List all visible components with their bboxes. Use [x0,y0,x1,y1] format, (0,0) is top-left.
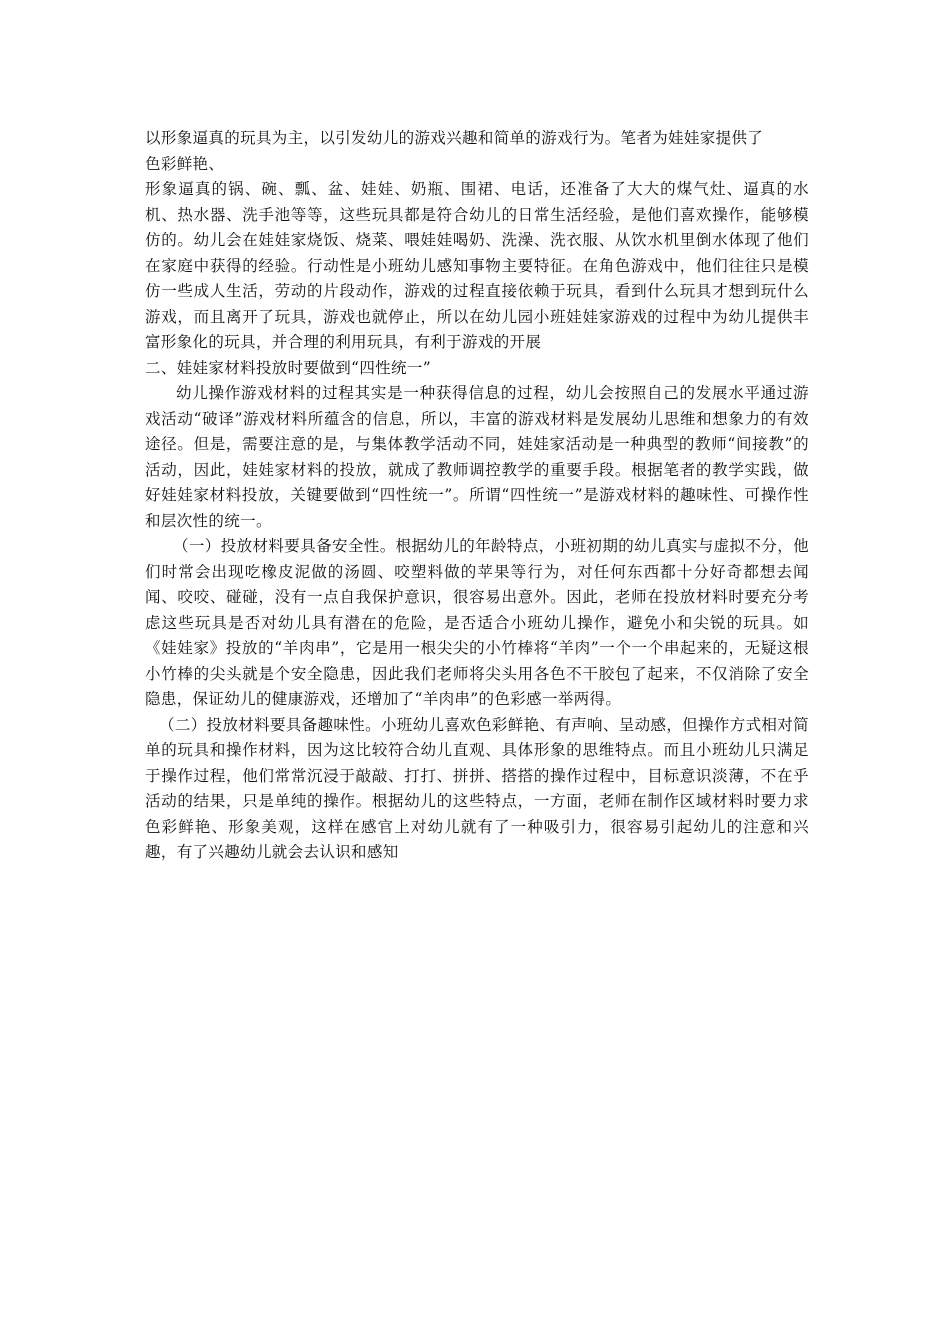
intro-line-1: 以形象逼真的玩具为主，以引发幼儿的游戏兴趣和简单的游戏行为。笔者为娃娃家提供了 [145,129,764,147]
paragraph-safety: （一）投放材料要具备安全性。根据幼儿的年龄特点，小班初期的幼儿真实与虚拟不分，他们时常会出现吃橡皮泥做的汤圆、咬塑料做的苹果等行为，对任何东西都十分好奇都想去闻闻、咬咬、碰碰，没有一点自我保护意识，很容易出意外。因此，老师在投放材料时要充分考虑这些玩具是否对幼儿具有潜在的危险，是否适合小班幼儿操作，避免小和尖锐的玩具。如《娃娃家》投放的“羊肉串”，它是用一根尖尖的小竹棒将“羊肉”一个一个串起来的，无疑这根小竹棒的尖头就是个安全隐患，因此我们老师将尖头用各色不干胶包了起来，不仅消除了安全隐患，保证幼儿的健康游戏，还增加了“羊肉串”的色彩感一举两得。 [145,537,809,708]
section-heading-two: 二、娃娃家材料投放时要做到“四性统一” [145,358,431,377]
paragraph-toys: 形象逼真的锅、碗、瓢、盆、娃娃、奶瓶、围裙、电话，还准备了大大的煤气灶、逼真的水机、热水器、洗手池等等，这些玩具都是符合幼儿的日常生活经验，是他们喜欢操作，能够模仿的。幼儿会在娃娃家烧饭、烧菜、喂娃娃喝奶、洗澡、洗衣服、从饮水机里倒水体现了他们在家庭中获得的经验。行动性是小班幼儿感知事物主要特征。在角色游戏中，他们往往只是模仿一些成人生活，劳动的片段动作，游戏的过程直接依赖于玩具，看到什么玩具才想到玩什么游戏，而且离开了玩具，游戏也就停止，所以在幼儿园小班娃娃家游戏的过程中为幼儿提供丰富形象化的玩具，并合理的利用玩具，有利于游戏的开展 [145,180,809,351]
document-body [145,126,809,866]
paragraph-interest: （二）投放材料要具备趣味性。小班幼儿喜欢色彩鲜艳、有声响、呈动感，但操作方式相对简单的玩具和操作材料，因为这比较符合幼儿直观、具体形象的思维特点。而且小班幼儿只满足于操作过程，他们常常沉浸于敲敲、打打、拼拼、搭搭的操作过程中，目标意识淡薄，不在乎活动的结果，只是单纯的操作。根据幼儿的这些特点，一方面，老师在制作区域材料时要力求色彩鲜艳、形象美观，这样在感官上对幼儿就有了一种吸引力，很容易引起幼儿的注意和兴趣，有了兴趣幼儿就会去认识和感知 [145,715,809,861]
intro-line-2: 色彩鲜艳、 [145,154,225,173]
paragraph-four-unity: 幼儿操作游戏材料的过程其实是一种获得信息的过程，幼儿会按照自己的发展水平通过游戏活动“破译”游戏材料所蕴含的信息，所以，丰富的游戏材料是发展幼儿思维和想象力的有效途径。但是，需要注意的是，与集体教学活动不同，娃娃家活动是一种典型的教师“间接教”的活动，因此，娃娃家材料的投放，就成了教师调控教学的重要手段。根据笔者的教学实践，做好娃娃家材料投放，关键要做到“四性统一”。所谓“四性统一”是游戏材料的趣味性、可操作性和层次性的统一。 [145,384,809,530]
